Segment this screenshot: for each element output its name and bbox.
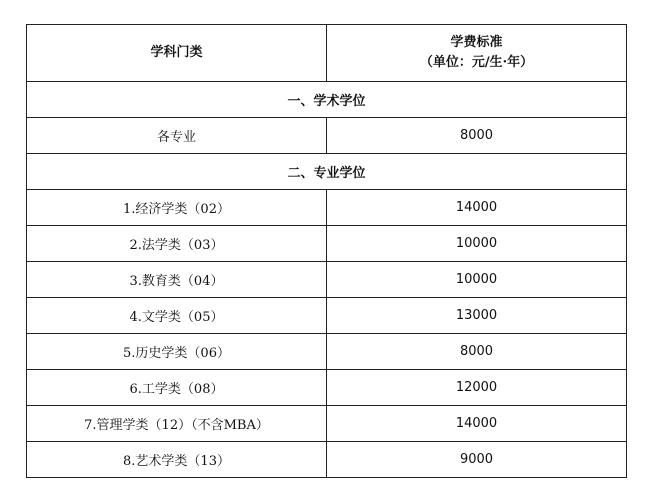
- table-row: [27, 118, 627, 154]
- header-fee-unit: （单位：元/生·年）: [419, 55, 534, 70]
- fee-cell: 8000: [327, 118, 627, 154]
- fee-cell: 9000: [327, 442, 627, 478]
- section-title: 一、学术学位: [27, 82, 627, 118]
- header-subject-category: 学科门类: [27, 25, 327, 82]
- table-header-row: [27, 25, 627, 82]
- section-row-professional: [27, 154, 627, 190]
- header-fee-standard: [327, 25, 627, 82]
- fee-cell: 10000: [327, 262, 627, 298]
- table-row: [27, 262, 627, 298]
- subject-cell: 4.文学类（05）: [27, 298, 327, 334]
- table-row: [27, 370, 627, 406]
- table-row: [27, 334, 627, 370]
- table-row: [27, 226, 627, 262]
- subject-cell: 2.法学类（03）: [27, 226, 327, 262]
- subject-cell: 8.艺术学类（13）: [27, 442, 327, 478]
- table-row: [27, 298, 627, 334]
- subject-cell: 3.教育类（04）: [27, 262, 327, 298]
- fee-cell: 13000: [327, 298, 627, 334]
- table-row: [27, 442, 627, 478]
- subject-cell: 6.工学类（08）: [27, 370, 327, 406]
- subject-cell: 5.历史学类（06）: [27, 334, 327, 370]
- subject-cell: 1.经济学类（02）: [27, 190, 327, 226]
- table-row: [27, 190, 627, 226]
- subject-cell: 7.管理学类（12）（不含MBA）: [27, 406, 327, 442]
- fee-cell: 14000: [327, 406, 627, 442]
- section-row-academic: [27, 82, 627, 118]
- fee-cell: 14000: [327, 190, 627, 226]
- table-row: [27, 406, 627, 442]
- fee-cell: 12000: [327, 370, 627, 406]
- section-title: 二、专业学位: [27, 154, 627, 190]
- fee-cell: 8000: [327, 334, 627, 370]
- header-fee-title: 学费标准: [450, 35, 503, 50]
- subject-cell: 各专业: [27, 118, 327, 154]
- fee-cell: 10000: [327, 226, 627, 262]
- tuition-fee-table: [26, 24, 627, 478]
